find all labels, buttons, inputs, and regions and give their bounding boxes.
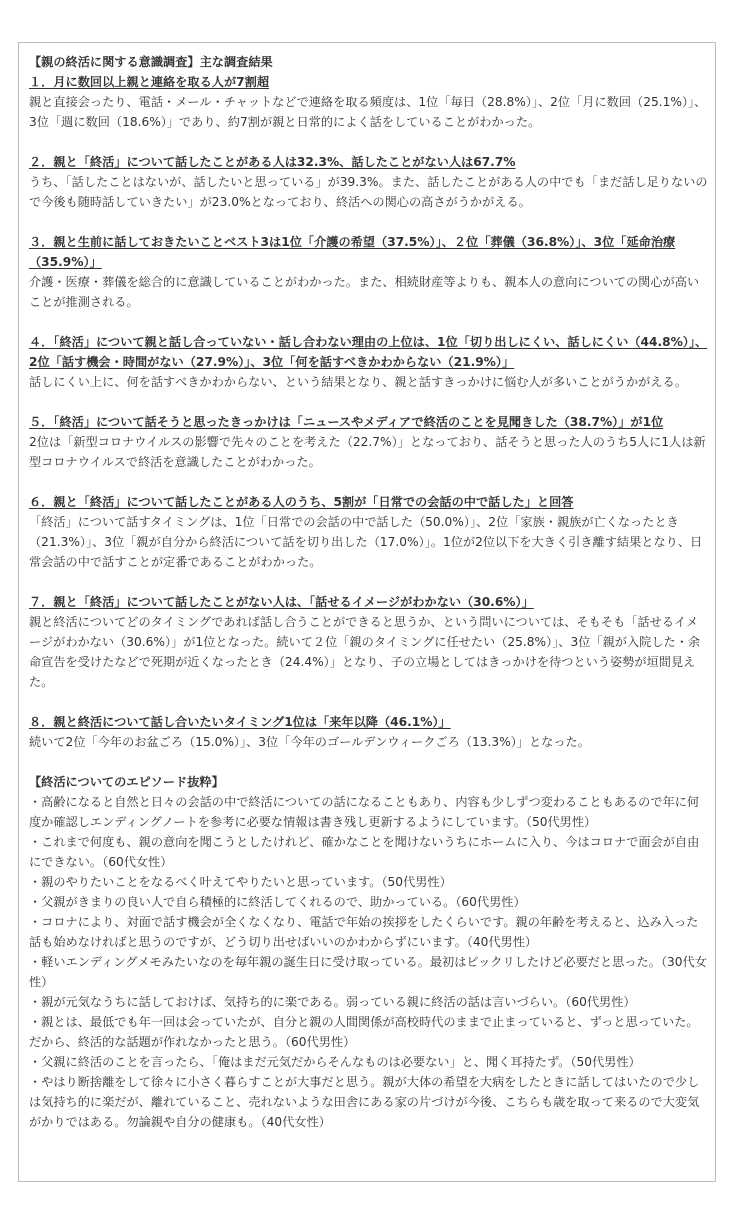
episode-item: ・これまで何度も、親の意向を聞こうとしたけれど、確かなことを聞けないうちにホームに入り、今はコロナで面会が自由にできない。（60代女性）: [29, 835, 700, 869]
section-heading: ６．親と「終活」について話したことがある人のうち、5割が「日常での会話の中で話した」と回答: [29, 495, 574, 509]
section-heading: ５．「終活」について話そうと思ったきっかけは「ニュースやメディアで終活のことを見聞きした（38.7%）」が1位: [29, 415, 664, 429]
section-5: [29, 412, 709, 472]
section-heading: ３．親と生前に話しておきたいことベスト3は1位「介護の希望（37.5%）」、２位「葬儀（36.8%）」、3位「延命治療（35.9%）」: [29, 235, 676, 269]
section-8: [29, 712, 709, 752]
section-body: 親と直接会ったり、電話・メール・チャットなどで連絡を取る頻度は、1位「毎日（28.8%）」、2位「月に数回（25.1%）」、3位「週に数回（18.6%）」であり、約7割が親と日常的によく話をしていることがわかった。: [29, 95, 707, 129]
section-body: 続いて2位「今年のお盆ごろ（15.0%）」、3位「今年のゴールデンウィークごろ（13.3%）」となった。: [29, 735, 590, 749]
episode-item: ・親のやりたいことをなるべく叶えてやりたいと思っています。（50代男性）: [29, 875, 452, 889]
section-body: 話しにくい上に、何を話すべきかわからない、という結果となり、親と話すきっかけに悩む人が多いことがうかがえる。: [29, 375, 687, 389]
section-4: [29, 332, 709, 392]
section-body: 2位は「新型コロナウイルスの影響で先々のことを考えた（22.7%）」となっており、話そうと思った人のうち5人に1人は新型コロナウイルスで終活を意識したことがわかった。: [29, 435, 706, 469]
episode-item: ・親が元気なうちに話しておけば、気持ち的に楽である。弱っている親に終活の話は言いづらい。（60代男性）: [29, 995, 636, 1009]
episode-item: ・父親がきまりの良い人で自ら積極的に終活してくれるので、助かっている。（60代男性）: [29, 895, 526, 909]
section-6: [29, 492, 709, 572]
survey-article: [29, 52, 709, 1132]
episodes-heading: 【終活についてのエピソード抜粋】: [29, 775, 224, 789]
section-body: 親と終活についてどのタイミングであれば話し合うことができると思うか、という問いについては、そもそも「話せるイメージがわかない（30.6%）」が1位となった。続いて２位「親のタイミングに任せたい（25.8%）」、3位「親が入院した・余命宣告を受けたなどで死期が近くなったとき（24.4%）」となり、子の立場としてはきっかけを待つという姿勢が垣間見えた。: [29, 615, 701, 689]
episodes-section: [29, 772, 709, 1132]
section-body: うち、「話したことはないが、話したいと思っている」が39.3%。また、話したことがある人の中でも「まだ話し足りないので今後も随時話していきたい」が23.0%となっており、終活への関心の高さがうかがえる。: [29, 175, 708, 209]
episode-item: ・軽いエンディングメモみたいなのを毎年親の誕生日に受け取っている。最初はビックリしたけど必要だと思った。（30代女性）: [29, 955, 707, 989]
episode-item: ・やはり断捨離をして徐々に小さく暮らすことが大事だと思う。親が大体の希望を大病をしたときに話してはいたので少しは気持ち的に楽だが、離れていること、売れないような田舎にある家の片づけが今後、こちらも歳を取って来るので大変気がかりではある。勿論親や自分の健康も。（40代女性）: [29, 1075, 700, 1129]
section-heading: １．月に数回以上親と連絡を取る人が7割超: [29, 75, 270, 89]
episode-item: ・親とは、最低でも年一回は会っていたが、自分と親の人間関係が高校時代のままで止まっていると、ずっと思っていた。だから、終活的な話題が作れなかったと思う。（60代男性）: [29, 1015, 699, 1049]
section-heading: ７．親と「終活」について話したことがない人は、「話せるイメージがわかない（30.6%）」: [29, 595, 534, 609]
section-heading: ４．「終活」について親と話し合っていない・話し合わない理由の上位は、1位「切り出しにくい、話しにくい（44.8%）」、2位「話す機会・時間がない（27.9%）」、3位「何を話すべきかわからない（21.9%）」: [29, 335, 708, 369]
episode-item: ・コロナにより、対面で話す機会が全くなくなり、電話で年始の挨拶をしたくらいです。親の年齢を考えると、込み入った話も始めなければと思うのですが、どう切り出せばいいのかわからずにいます。（40代男性）: [29, 915, 699, 949]
episode-item: ・父親に終活のことを言ったら、「俺はまだ元気だからそんなものは必要ない」と、聞く耳持たず。（50代男性）: [29, 1055, 641, 1069]
section-heading: ８．親と終活について話し合いたいタイミング1位は「来年以降（46.1%）」: [29, 715, 451, 729]
section-1: [29, 72, 709, 132]
section-2: [29, 152, 709, 212]
article-title: 【親の終活に関する意識調査】主な調査結果: [29, 55, 273, 69]
section-3: [29, 232, 709, 312]
episode-item: ・高齢になると自然と日々の会話の中で終活についての話になることもあり、内容も少しずつ変わることもあるので年に何度か確認しエンディングノートを参考に必要な情報は書き残し更新するようにしています。（50代男性）: [29, 795, 700, 829]
section-7: [29, 592, 709, 692]
section-heading: ２．親と「終活」について話したことがある人は32.3%、話したことがない人は67.7%: [29, 155, 516, 169]
section-body: 「終活」について話すタイミングは、1位「日常での会話の中で話した（50.0%）」、2位「家族・親族が亡くなったとき（21.3%）」、3位「親が自分から終活について話を切り出した（17.0%）」。1位が2位以下を大きく引き離す結果となり、日常会話の中で話すことが定番であることがわかった。: [29, 515, 703, 569]
section-body: 介護・医療・葬儀を総合的に意識していることがわかった。また、相続財産等よりも、親本人の意向についての関心が高いことが推測される。: [29, 275, 700, 309]
